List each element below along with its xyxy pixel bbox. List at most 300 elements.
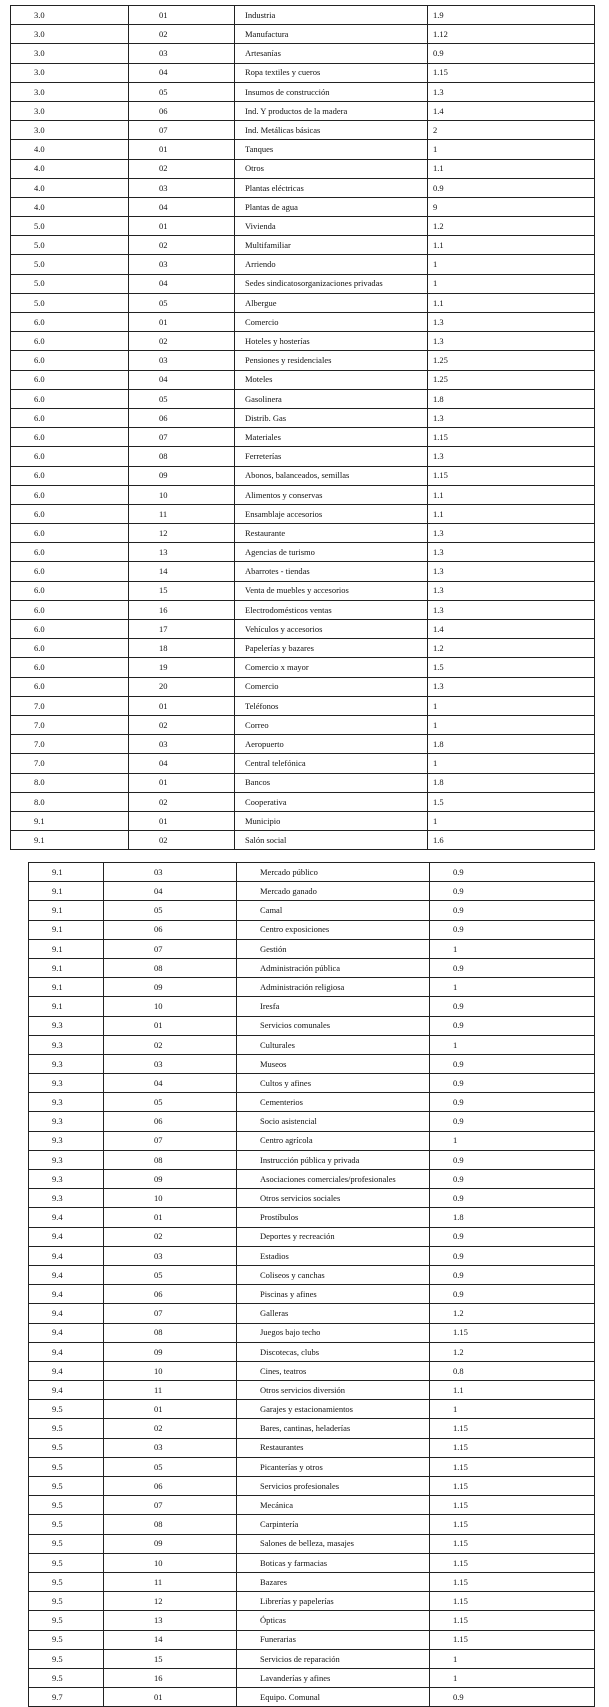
group-code-cell: 9.1 (29, 997, 104, 1016)
item-code-cell: 06 (104, 1112, 237, 1131)
factor-cell: 1.6 (428, 831, 595, 850)
item-code-cell: 09 (104, 1170, 237, 1189)
table-row (29, 1381, 595, 1400)
table-row (29, 958, 595, 977)
item-code-cell: 09 (104, 978, 237, 997)
description-cell: Deportes y recreación (237, 1227, 430, 1246)
description-cell: Manufactura (235, 25, 428, 44)
table-row (11, 389, 595, 408)
item-code-cell: 03 (129, 351, 235, 370)
group-code-cell: 9.5 (29, 1668, 104, 1687)
description-cell: Estadios (237, 1246, 430, 1265)
description-cell: Cementerios (237, 1093, 430, 1112)
factor-cell: 1 (428, 715, 595, 734)
group-code-cell: 5.0 (11, 293, 129, 312)
factor-cell: 1.3 (428, 82, 595, 101)
item-code-cell: 01 (104, 1400, 237, 1419)
item-code-cell: 09 (129, 466, 235, 485)
item-code-cell: 05 (104, 1093, 237, 1112)
description-cell: Otros (235, 159, 428, 178)
factor-cell: 0.9 (430, 1265, 595, 1284)
group-code-cell: 9.1 (11, 811, 129, 830)
item-code-cell: 10 (129, 485, 235, 504)
group-code-cell: 9.5 (29, 1515, 104, 1534)
factor-cell: 1.15 (430, 1457, 595, 1476)
description-cell: Vivienda (235, 217, 428, 236)
group-code-cell: 5.0 (11, 236, 129, 255)
factor-cell: 1 (430, 1131, 595, 1150)
table-row (29, 1035, 595, 1054)
table-row (29, 1496, 595, 1515)
factor-cell: 0.9 (430, 882, 595, 901)
group-code-cell: 9.3 (29, 1112, 104, 1131)
item-code-cell: 01 (129, 6, 235, 25)
table-row (11, 140, 595, 159)
description-cell: Teléfonos (235, 696, 428, 715)
table-row (11, 466, 595, 485)
group-code-cell: 9.4 (29, 1304, 104, 1323)
table-row (11, 504, 595, 523)
factor-cell: 9 (428, 197, 595, 216)
group-code-cell: 9.5 (29, 1630, 104, 1649)
item-code-cell: 03 (129, 44, 235, 63)
description-cell: Camal (237, 901, 430, 920)
item-code-cell: 04 (129, 754, 235, 773)
table-row (11, 332, 595, 351)
table-row (11, 677, 595, 696)
description-cell: Salones de belleza, masajes (237, 1534, 430, 1553)
group-code-cell: 6.0 (11, 313, 129, 332)
factor-cell: 1 (430, 978, 595, 997)
item-code-cell: 05 (129, 293, 235, 312)
group-code-cell: 9.4 (29, 1361, 104, 1380)
group-code-cell: 4.0 (11, 178, 129, 197)
description-cell: Funerarias (237, 1630, 430, 1649)
item-code-cell: 08 (104, 1150, 237, 1169)
item-code-cell: 05 (104, 1457, 237, 1476)
factor-cell: 1.4 (428, 620, 595, 639)
table-row (11, 408, 595, 427)
item-code-cell: 16 (129, 600, 235, 619)
description-cell: Ind. Metálicas básicas (235, 121, 428, 140)
group-code-cell: 9.3 (29, 1131, 104, 1150)
group-code-cell: 4.0 (11, 159, 129, 178)
group-code-cell: 9.1 (11, 831, 129, 850)
description-cell: Carpintería (237, 1515, 430, 1534)
item-code-cell: 02 (129, 715, 235, 734)
item-code-cell: 02 (129, 159, 235, 178)
table-row (29, 1419, 595, 1438)
factor-cell: 1 (428, 140, 595, 159)
table-row (11, 236, 595, 255)
factor-cell: 0.9 (430, 1074, 595, 1093)
factor-cell: 1.2 (430, 1304, 595, 1323)
table-row (29, 882, 595, 901)
factor-cell: 1.5 (428, 658, 595, 677)
group-code-cell: 9.5 (29, 1649, 104, 1668)
table-row (11, 197, 595, 216)
factor-cell: 0.9 (428, 178, 595, 197)
table-row (11, 811, 595, 830)
factor-cell: 1 (428, 754, 595, 773)
table-row (11, 255, 595, 274)
item-code-cell: 07 (129, 121, 235, 140)
table-row (29, 978, 595, 997)
table-row (29, 1227, 595, 1246)
item-code-cell: 12 (129, 524, 235, 543)
description-cell: Pensiones y residenciales (235, 351, 428, 370)
item-code-cell: 03 (129, 178, 235, 197)
table-row (29, 1342, 595, 1361)
item-code-cell: 05 (104, 901, 237, 920)
description-cell: Abonos, balanceados, semillas (235, 466, 428, 485)
group-code-cell: 9.7 (29, 1688, 104, 1707)
factor-cell: 1 (428, 255, 595, 274)
description-cell: Ropa textiles y cueros (235, 63, 428, 82)
table-row (11, 178, 595, 197)
description-cell: Prostíbulos (237, 1208, 430, 1227)
factor-cell: 0.9 (430, 1688, 595, 1707)
factor-cell: 1.15 (430, 1553, 595, 1572)
item-code-cell: 04 (129, 370, 235, 389)
item-code-cell: 14 (104, 1630, 237, 1649)
item-code-cell: 01 (129, 313, 235, 332)
description-cell: Plantas eléctricas (235, 178, 428, 197)
description-cell: Alimentos y conservas (235, 485, 428, 504)
item-code-cell: 10 (104, 997, 237, 1016)
group-code-cell: 6.0 (11, 466, 129, 485)
table-row (11, 82, 595, 101)
factor-cell: 1.15 (430, 1630, 595, 1649)
table-row (11, 447, 595, 466)
factor-cell: 1 (428, 696, 595, 715)
factor-cell: 1.15 (428, 428, 595, 447)
group-code-cell: 9.5 (29, 1457, 104, 1476)
table-row (29, 1150, 595, 1169)
item-code-cell: 18 (129, 639, 235, 658)
item-code-cell: 02 (129, 332, 235, 351)
item-code-cell: 11 (104, 1381, 237, 1400)
description-cell: Otros servicios sociales (237, 1189, 430, 1208)
item-code-cell: 17 (129, 620, 235, 639)
group-code-cell: 6.0 (11, 332, 129, 351)
description-cell: Mercado público (237, 863, 430, 882)
factor-cell: 1.3 (428, 408, 595, 427)
item-code-cell: 10 (104, 1361, 237, 1380)
group-code-cell: 9.1 (29, 958, 104, 977)
item-code-cell: 20 (129, 677, 235, 696)
description-cell: Gasolinera (235, 389, 428, 408)
factor-cell: 1.15 (430, 1592, 595, 1611)
coefficients-table-1 (10, 5, 595, 850)
factor-cell: 1.15 (430, 1534, 595, 1553)
table-row (29, 1208, 595, 1227)
group-code-cell: 9.4 (29, 1208, 104, 1227)
description-cell: Cultos y afines (237, 1074, 430, 1093)
item-code-cell: 08 (104, 1323, 237, 1342)
table-row (11, 543, 595, 562)
factor-cell: 1.3 (428, 543, 595, 562)
factor-cell: 1.25 (428, 370, 595, 389)
factor-cell: 1.3 (428, 562, 595, 581)
table-row (29, 1572, 595, 1591)
factor-cell: 1.15 (430, 1477, 595, 1496)
table-row (11, 581, 595, 600)
item-code-cell: 02 (129, 831, 235, 850)
group-code-cell: 9.1 (29, 939, 104, 958)
table-row (11, 313, 595, 332)
group-code-cell: 9.4 (29, 1342, 104, 1361)
factor-cell: 0.9 (430, 863, 595, 882)
table-row (11, 715, 595, 734)
description-cell: Picanterías y otros (237, 1457, 430, 1476)
group-code-cell: 3.0 (11, 121, 129, 140)
group-code-cell: 9.5 (29, 1477, 104, 1496)
item-code-cell: 10 (104, 1553, 237, 1572)
description-cell: Coliseos y canchas (237, 1265, 430, 1284)
factor-cell: 0.9 (430, 1285, 595, 1304)
group-code-cell: 7.0 (11, 735, 129, 754)
table-row (29, 1016, 595, 1035)
description-cell: Administración religiosa (237, 978, 430, 997)
factor-cell: 1.8 (430, 1208, 595, 1227)
factor-cell: 0.9 (430, 1227, 595, 1246)
item-code-cell: 03 (129, 255, 235, 274)
group-code-cell: 9.5 (29, 1534, 104, 1553)
description-cell: Municipio (235, 811, 428, 830)
table-row (11, 831, 595, 850)
description-cell: Librerías y papelerías (237, 1592, 430, 1611)
item-code-cell: 07 (129, 428, 235, 447)
description-cell: Administración pública (237, 958, 430, 977)
group-code-cell: 9.5 (29, 1438, 104, 1457)
item-code-cell: 02 (129, 25, 235, 44)
group-code-cell: 9.3 (29, 1170, 104, 1189)
description-cell: Lavanderías y afines (237, 1668, 430, 1687)
description-cell: Asociaciones comerciales/profesionales (237, 1170, 430, 1189)
table-row (29, 1611, 595, 1630)
description-cell: Servicios profesionales (237, 1477, 430, 1496)
description-cell: Papelerías y bazares (235, 639, 428, 658)
table-row (11, 159, 595, 178)
description-cell: Restaurantes (237, 1438, 430, 1457)
description-cell: Instrucción pública y privada (237, 1150, 430, 1169)
table-row (29, 1630, 595, 1649)
group-code-cell: 9.3 (29, 1074, 104, 1093)
group-code-cell: 9.4 (29, 1285, 104, 1304)
item-code-cell: 14 (129, 562, 235, 581)
group-code-cell: 6.0 (11, 524, 129, 543)
table-row (29, 901, 595, 920)
description-cell: Ópticas (237, 1611, 430, 1630)
group-code-cell: 6.0 (11, 543, 129, 562)
table-row (29, 939, 595, 958)
factor-cell: 1.15 (430, 1515, 595, 1534)
group-code-cell: 6.0 (11, 658, 129, 677)
group-code-cell: 6.0 (11, 447, 129, 466)
item-code-cell: 11 (129, 504, 235, 523)
factor-cell: 1.3 (428, 581, 595, 600)
factor-cell: 1.8 (428, 389, 595, 408)
factor-cell: 1 (430, 1035, 595, 1054)
item-code-cell: 04 (104, 1074, 237, 1093)
factor-cell: 0.9 (430, 1112, 595, 1131)
group-code-cell: 9.3 (29, 1150, 104, 1169)
factor-cell: 1.2 (428, 639, 595, 658)
description-cell: Sedes sindicatosorganizaciones privadas (235, 274, 428, 293)
item-code-cell: 03 (129, 735, 235, 754)
table-row (29, 1265, 595, 1284)
group-code-cell: 8.0 (11, 792, 129, 811)
item-code-cell: 03 (104, 863, 237, 882)
table-row (29, 1323, 595, 1342)
description-cell: Moteles (235, 370, 428, 389)
table-row (29, 1534, 595, 1553)
group-code-cell: 9.5 (29, 1592, 104, 1611)
coefficients-table-2 (28, 862, 595, 1707)
group-code-cell: 5.0 (11, 274, 129, 293)
item-code-cell: 01 (129, 696, 235, 715)
factor-cell: 1.15 (430, 1611, 595, 1630)
item-code-cell: 02 (129, 792, 235, 811)
factor-cell: 0.9 (430, 1189, 595, 1208)
description-cell: Vehículos y accesorios (235, 620, 428, 639)
table-row (29, 1361, 595, 1380)
factor-cell: 1.15 (430, 1496, 595, 1515)
table-row (29, 1400, 595, 1419)
table-row (29, 1170, 595, 1189)
factor-cell: 1 (430, 1400, 595, 1419)
item-code-cell: 01 (129, 811, 235, 830)
factor-cell: 1.25 (428, 351, 595, 370)
description-cell: Socio asistencial (237, 1112, 430, 1131)
item-code-cell: 13 (104, 1611, 237, 1630)
item-code-cell: 08 (104, 958, 237, 977)
factor-cell: 1.8 (428, 735, 595, 754)
table-row (29, 1131, 595, 1150)
description-cell: Gestión (237, 939, 430, 958)
description-cell: Bazares (237, 1572, 430, 1591)
table-row (29, 1688, 595, 1707)
item-code-cell: 07 (104, 1131, 237, 1150)
item-code-cell: 06 (104, 1477, 237, 1496)
factor-cell: 1.15 (430, 1323, 595, 1342)
description-cell: Boticas y farmacias (237, 1553, 430, 1572)
table-row (29, 997, 595, 1016)
table-row (29, 1304, 595, 1323)
description-cell: Distrib. Gas (235, 408, 428, 427)
table-row (29, 1054, 595, 1073)
group-code-cell: 7.0 (11, 754, 129, 773)
item-code-cell: 01 (104, 1208, 237, 1227)
group-code-cell: 8.0 (11, 773, 129, 792)
table-row (11, 639, 595, 658)
group-code-cell: 6.0 (11, 581, 129, 600)
item-code-cell: 15 (129, 581, 235, 600)
description-cell: Cooperativa (235, 792, 428, 811)
item-code-cell: 04 (104, 882, 237, 901)
description-cell: Ensamblaje accesorios (235, 504, 428, 523)
factor-cell: 1.15 (430, 1572, 595, 1591)
item-code-cell: 08 (129, 447, 235, 466)
table-row (11, 6, 595, 25)
group-code-cell: 6.0 (11, 677, 129, 696)
group-code-cell: 3.0 (11, 25, 129, 44)
item-code-cell: 06 (104, 920, 237, 939)
group-code-cell: 6.0 (11, 600, 129, 619)
group-code-cell: 9.1 (29, 901, 104, 920)
factor-cell: 1.15 (428, 466, 595, 485)
description-cell: Culturales (237, 1035, 430, 1054)
group-code-cell: 6.0 (11, 562, 129, 581)
table-row (29, 1438, 595, 1457)
table-row (29, 1093, 595, 1112)
item-code-cell: 01 (129, 773, 235, 792)
group-code-cell: 3.0 (11, 82, 129, 101)
group-code-cell: 6.0 (11, 351, 129, 370)
group-code-cell: 9.4 (29, 1227, 104, 1246)
table-row (11, 25, 595, 44)
factor-cell: 1 (430, 1649, 595, 1668)
description-cell: Aeropuerto (235, 735, 428, 754)
factor-cell: 0.9 (428, 44, 595, 63)
factor-cell: 1.8 (428, 773, 595, 792)
table-row (29, 1592, 595, 1611)
description-cell: Mercado ganado (237, 882, 430, 901)
table-row (11, 351, 595, 370)
description-cell: Venta de muebles y accesorios (235, 581, 428, 600)
table-row (29, 1074, 595, 1093)
description-cell: Galleras (237, 1304, 430, 1323)
item-code-cell: 05 (129, 389, 235, 408)
description-cell: Central telefónica (235, 754, 428, 773)
group-code-cell: 6.0 (11, 639, 129, 658)
factor-cell: 1.3 (428, 313, 595, 332)
table-row (29, 1515, 595, 1534)
description-cell: Restaurante (235, 524, 428, 543)
factor-cell: 0.9 (430, 920, 595, 939)
factor-cell: 1.9 (428, 6, 595, 25)
description-cell: Centro agrícola (237, 1131, 430, 1150)
factor-cell: 1.5 (428, 792, 595, 811)
factor-cell: 0.9 (430, 1150, 595, 1169)
factor-cell: 1 (430, 1668, 595, 1687)
group-code-cell: 3.0 (11, 63, 129, 82)
item-code-cell: 16 (104, 1668, 237, 1687)
item-code-cell: 15 (104, 1649, 237, 1668)
table-row (11, 293, 595, 312)
description-cell: Comercio (235, 313, 428, 332)
factor-cell: 1.3 (428, 600, 595, 619)
factor-cell: 1.2 (430, 1342, 595, 1361)
group-code-cell: 9.4 (29, 1246, 104, 1265)
description-cell: Ind. Y productos de la madera (235, 101, 428, 120)
factor-cell: 1.1 (428, 485, 595, 504)
description-cell: Mecánica (237, 1496, 430, 1515)
table-row (29, 1189, 595, 1208)
factor-cell: 0.9 (430, 1246, 595, 1265)
group-code-cell: 9.4 (29, 1381, 104, 1400)
item-code-cell: 06 (129, 408, 235, 427)
table-row (11, 562, 595, 581)
table-row (29, 920, 595, 939)
factor-cell: 1.12 (428, 25, 595, 44)
factor-cell: 1 (428, 274, 595, 293)
factor-cell: 1.1 (430, 1381, 595, 1400)
item-code-cell: 05 (104, 1265, 237, 1284)
factor-cell: 0.9 (430, 1054, 595, 1073)
description-cell: Piscinas y afines (237, 1285, 430, 1304)
